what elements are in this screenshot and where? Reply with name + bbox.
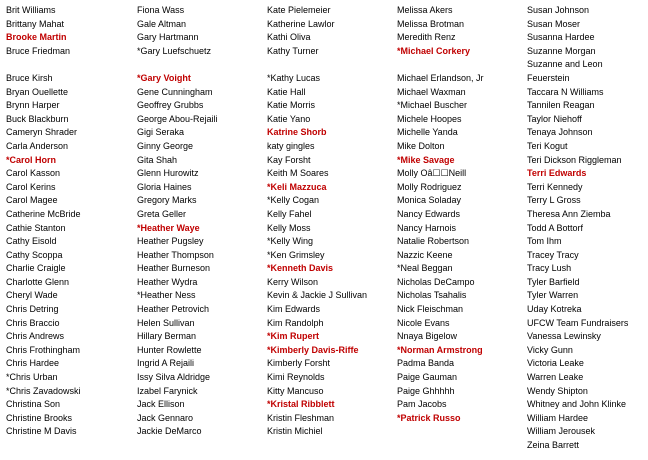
- name-cell: Tenaya Johnson: [527, 127, 593, 138]
- name-cell: Hillary Berman: [137, 331, 197, 342]
- name-cell: Chris Detring: [6, 304, 59, 315]
- name-cell: Susan Moser: [527, 18, 581, 29]
- name-cell: Gita Shah: [137, 154, 178, 165]
- name-cell: Heather Petrovich: [137, 304, 210, 315]
- highlighted-name-cell: *Heather Waye: [137, 222, 200, 233]
- name-cell: Suzanne and Leon: [527, 59, 603, 70]
- name-cell: Meredith Renz: [397, 32, 456, 43]
- name-cell: Nancy Harnois: [397, 222, 457, 233]
- highlighted-name-cell: *Mike Savage: [397, 154, 455, 165]
- name-cell: Kristin Michiel: [267, 426, 323, 437]
- name-column-5: [527, 4, 647, 453]
- name-cell: Teri Kogut: [527, 140, 568, 151]
- name-cell: Susanna Hardee: [527, 32, 595, 43]
- highlighted-name-cell: *Patrick Russo: [397, 412, 461, 423]
- name-cell: *Kelly Cogan: [267, 195, 320, 206]
- name-cell: Kay Forsht: [267, 154, 311, 165]
- name-cell: Nancy Edwards: [397, 208, 461, 219]
- name-cell: Molly Oâ☐☐Neill: [397, 168, 467, 179]
- name-cell: Catherine McBride: [6, 208, 81, 219]
- name-cell: Carol Kerins: [6, 181, 56, 192]
- highlighted-name-cell: *Gary Voight: [137, 72, 191, 83]
- name-cell: Charlotte Glenn: [6, 276, 70, 287]
- name-cell: George Abou-Rejaili: [137, 113, 218, 124]
- name-cell: Jack Gennaro: [137, 412, 194, 423]
- name-cell: Mike Dolton: [397, 140, 445, 151]
- name-cell: Glenn Hurowitz: [137, 168, 199, 179]
- name-cell: Susan Johnson: [527, 5, 590, 15]
- highlighted-name-cell: Brooke Martin: [6, 32, 67, 43]
- name-cell: Carol Magee: [6, 195, 58, 206]
- name-cell: Heather Burneson: [137, 263, 211, 274]
- name-cell: Gene Cunningham: [137, 86, 213, 97]
- name-cell: Warren Leake: [527, 372, 584, 383]
- name-cell: Izabel Farynick: [137, 385, 198, 396]
- name-cell: Padma Banda: [397, 358, 455, 369]
- name-cell: Brynn Harper: [6, 100, 60, 111]
- name-cell: *Neal Beggan: [397, 263, 453, 274]
- name-cell: *Gary Luefschuetz: [137, 45, 212, 56]
- name-cell: Nazzic Keene: [397, 249, 453, 260]
- name-cell: Bryan Ouellette: [6, 86, 69, 97]
- highlighted-name-cell: *Michael Corkery: [397, 45, 471, 56]
- name-cell: Chris Braccio: [6, 317, 60, 328]
- name-cell: Wendy Shipton: [527, 385, 588, 396]
- name-cell: Pam Jacobs: [397, 399, 447, 410]
- name-cell: Kathy Turner: [267, 45, 319, 56]
- name-cell: *Heather Ness: [137, 290, 196, 301]
- name-cell: Christine Brooks: [6, 412, 73, 423]
- name-cell: Feuerstein: [527, 72, 570, 83]
- name-cell: Tyler Barfield: [527, 276, 580, 287]
- name-cell: Cathie Stanton: [6, 222, 66, 233]
- name-cell: Christina Son: [6, 399, 61, 410]
- highlighted-name-cell: *Norman Armstrong: [397, 344, 483, 355]
- highlighted-name-cell: *Kim Rupert: [267, 331, 320, 342]
- name-cell: Katherine Lawlor: [267, 18, 335, 29]
- name-cell: Todd A Bottorf: [527, 222, 584, 233]
- name-cell: Michael Waxman: [397, 86, 466, 97]
- name-cell: Katie Hall: [267, 86, 306, 97]
- empty-cell: [6, 58, 136, 72]
- name-cell: Michele Hoopes: [397, 113, 462, 124]
- name-cell: Carol Kasson: [6, 168, 61, 179]
- name-cell: *Chris Zavadowski: [6, 385, 81, 396]
- name-cell: Christine M Davis: [6, 426, 77, 437]
- name-cell: Tyler Warren: [527, 290, 579, 301]
- name-cell: Chris Frothingham: [6, 344, 81, 355]
- name-cell: Melissa Akers: [397, 5, 453, 15]
- name-cell: *Kelly Wing: [267, 236, 314, 247]
- name-cell: Kelly Moss: [267, 222, 311, 233]
- name-cell: Fiona Wass: [137, 5, 185, 15]
- highlighted-name-cell: *Kenneth Davis: [267, 263, 334, 274]
- name-cell: Kevin & Jackie J Sullivan: [267, 290, 368, 301]
- name-cell: Melissa Brotman: [397, 18, 465, 29]
- name-cell: Uday Kotreka: [527, 304, 582, 315]
- name-cell: Michelle Yanda: [397, 127, 458, 138]
- name-cell: Geoffrey Grubbs: [137, 100, 204, 111]
- highlighted-name-cell: *Carol Horn: [6, 154, 57, 165]
- name-cell: Ingrid A Rejaili: [137, 358, 195, 369]
- highlighted-name-cell: *Kimberly Davis-Riffe: [267, 344, 359, 355]
- name-cell: Gloria Haines: [137, 181, 192, 192]
- name-cell: UFCW Team Fundraisers: [527, 317, 629, 328]
- name-cell: Zeina Barrett: [527, 440, 580, 450]
- name-cell: Kathi Oliva: [267, 32, 311, 43]
- name-cell: Paige Gauman: [397, 372, 458, 383]
- name-cell: Cathy Eisold: [6, 236, 57, 247]
- name-column-2: [137, 4, 267, 439]
- name-cell: Tannilen Reagan: [527, 100, 595, 111]
- name-cell: Tracy Lush: [527, 263, 572, 274]
- name-cell: Terri Kennedy: [527, 181, 583, 192]
- name-cell: William Jerousek: [527, 426, 596, 437]
- name-cell: Monica Soladay: [397, 195, 462, 206]
- name-column-1: [6, 4, 136, 439]
- name-cell: Carla Anderson: [6, 140, 69, 151]
- name-cell: Ginny George: [137, 140, 194, 151]
- name-cell: Heather Thompson: [137, 249, 214, 260]
- name-cell: Kate Pielemeier: [267, 5, 331, 15]
- name-cell: Tom Ihm: [527, 236, 562, 247]
- name-cell: Cheryl Wade: [6, 290, 58, 301]
- name-cell: Keith M Soares: [267, 168, 329, 179]
- name-cell: Whitney and John Klinke: [527, 399, 627, 410]
- name-cell: Vicky Gunn: [527, 344, 573, 355]
- name-cell: Buck Blackburn: [6, 113, 69, 124]
- name-cell: Kimberly Forsht: [267, 358, 331, 369]
- name-cell: Taccara N Williams: [527, 86, 604, 97]
- name-cell: William Hardee: [527, 412, 589, 423]
- name-cell: *Kathy Lucas: [267, 72, 321, 83]
- name-cell: Terry L Gross: [527, 195, 581, 206]
- highlighted-name-cell: *Kristal Ribblett: [267, 399, 335, 410]
- name-cell: *Chris Urban: [6, 372, 58, 383]
- name-cell: Kitty Mancuso: [267, 385, 324, 396]
- name-cell: Kim Edwards: [267, 304, 321, 315]
- name-cell: Gale Altman: [137, 18, 187, 29]
- name-column-3: [267, 4, 397, 439]
- empty-cell: [397, 58, 527, 72]
- name-cell: Vanessa Lewinsky: [527, 331, 601, 342]
- highlighted-name-cell: Katrine Shorb: [267, 127, 327, 138]
- name-cell: Suzanne Morgan: [527, 45, 596, 56]
- name-cell: Gigi Seraka: [137, 127, 185, 138]
- empty-cell: [137, 58, 267, 72]
- name-cell: Bruce Kirsh: [6, 72, 53, 83]
- name-cell: Kimi Reynolds: [267, 372, 325, 383]
- name-cell: Brittany Mahat: [6, 18, 65, 29]
- name-cell: Kristin Fleshman: [267, 412, 335, 423]
- highlighted-name-cell: *Keli Mazzuca: [267, 181, 327, 192]
- name-cell: Molly Rodriguez: [397, 181, 462, 192]
- name-cell: Issy Silva Aldridge: [137, 372, 211, 383]
- name-cell: Kim Randolph: [267, 317, 324, 328]
- name-cell: Charlie Craigle: [6, 263, 66, 274]
- name-cell: Gregory Marks: [137, 195, 197, 206]
- name-cell: Katie Morris: [267, 100, 316, 111]
- name-cell: Teri Dickson Riggleman: [527, 154, 622, 165]
- name-cell: katy gingles: [267, 140, 315, 151]
- name-column-4: [397, 4, 527, 425]
- name-cell: Nick Fleischman: [397, 304, 464, 315]
- name-cell: Hunter Rowlette: [137, 344, 202, 355]
- name-cell: Cameryn Shrader: [6, 127, 78, 138]
- name-cell: Nicole Evans: [397, 317, 450, 328]
- name-cell: Greta Geller: [137, 208, 187, 219]
- highlighted-name-cell: Terri Edwards: [527, 168, 587, 179]
- name-cell: Victoria Leake: [527, 358, 584, 369]
- name-cell: Chris Andrews: [6, 331, 65, 342]
- name-cell: Paige Ghhhhh: [397, 385, 455, 396]
- name-cell: *Ken Grimsley: [267, 249, 325, 260]
- name-cell: Kerry Wilson: [267, 276, 319, 287]
- name-cell: Cathy Scoppa: [6, 249, 63, 260]
- name-cell: Nicholas DeCampo: [397, 276, 475, 287]
- name-cell: *Michael Buscher: [397, 100, 468, 111]
- name-cell: Theresa Ann Ziemba: [527, 208, 611, 219]
- name-cell: Heather Pugsley: [137, 236, 204, 247]
- name-cell: Helen Sullivan: [137, 317, 195, 328]
- name-cell: Jack Ellison: [137, 399, 185, 410]
- name-cell: Heather Wydra: [137, 276, 198, 287]
- name-cell: Michael Erlandson, Jr: [397, 72, 484, 83]
- name-cell: Natalie Robertson: [397, 236, 470, 247]
- name-cell: Nicholas Tsahalis: [397, 290, 467, 301]
- empty-cell: [267, 58, 397, 72]
- name-cell: Bruce Friedman: [6, 45, 71, 56]
- name-cell: Jackie DeMarco: [137, 426, 202, 437]
- name-cell: Tracey Tracy: [527, 249, 579, 260]
- name-cell: Nnaya Bigelow: [397, 331, 458, 342]
- name-cell: Chris Hardee: [6, 358, 60, 369]
- name-cell: Gary Hartmann: [137, 32, 199, 43]
- name-cell: Brit Williams: [6, 5, 56, 15]
- name-cell: Taylor Niehoff: [527, 113, 582, 124]
- name-cell: Katie Yano: [267, 113, 311, 124]
- name-cell: Kelly Fahel: [267, 208, 312, 219]
